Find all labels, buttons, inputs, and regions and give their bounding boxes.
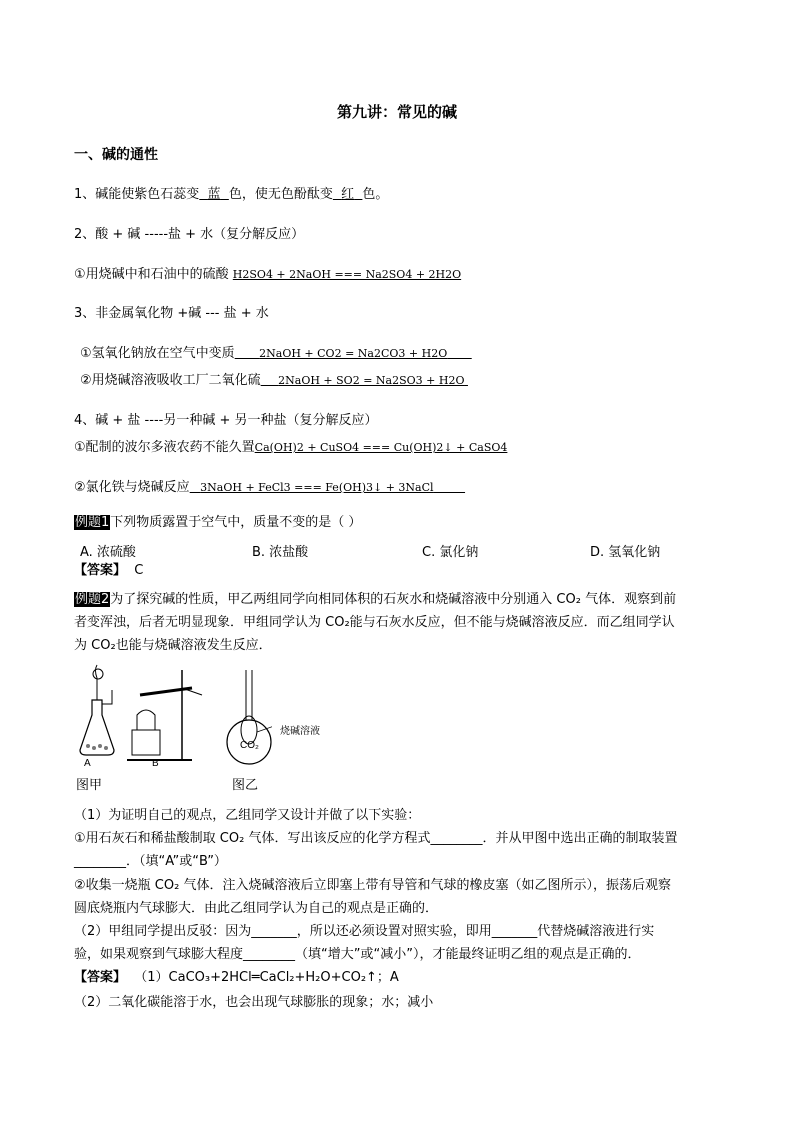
blank-answer: 红	[341, 187, 355, 202]
figure-label-solution: 烧碱溶液	[280, 726, 320, 737]
option-c: C. 氯化钠	[422, 545, 479, 560]
text: 色。	[362, 187, 389, 202]
text: 1、碱能使紫色石蕊变	[74, 187, 200, 202]
example-line: ①氢氧化钠放在空气中变质 2NaOH + CO2 = Na2CO3 + H2O	[80, 346, 472, 362]
equation: 2NaOH + SO2 = Na2SO3 + H2O	[278, 374, 465, 387]
example-tag: 例题1	[75, 515, 110, 530]
apparatus-figure	[72, 660, 272, 790]
example-2-answer-1: 【答案】 （1）CaCO₃+2HCl═CaCl₂+H₂O+CO₂↑；A	[74, 970, 399, 985]
property-4: 4、碱 + 盐 ----另一种碱 + 另一种盐（复分解反应）	[74, 413, 378, 428]
blank-answer: 蓝	[207, 187, 221, 202]
example-2-subquestions: （1）为证明自己的观点，乙组同学又设计并做了以下实验： ①用石灰石和稀盐酸制取 CO₂ 气体．写出该反应的化学方程式________．并从甲图中选出正确的制取装置 ________．（填“A”或“B”） ②收集一烧瓶 CO₂ 气体．注入烧碱溶液后立即塞上带有导管和气球的橡皮塞（如乙图所示），振荡后观察 圆底烧瓶内气球膨大．由此乙组同学认为自己的观点是正确的． （2）甲组同学提出反驳：因为_______，所以还必须设置对照实验，即用_______代替烧碱溶液进行实 验，如果观察到气球膨大程度________（填“增大”或“减小”），才能最终证明乙组的观点是正确的．	[74, 808, 678, 963]
option-d: D. 氢氧化钠	[590, 545, 661, 560]
figure-caption-jia: 图甲	[76, 778, 103, 793]
property-2: 2、酸 + 碱 -----盐 + 水（复分解反应）	[74, 227, 305, 242]
page-title: 第九讲：常见的碱	[336, 103, 457, 121]
equation: 3NaOH + FeCl3 === Fe(OH)3↓ + 3NaCl	[200, 481, 434, 494]
example-line: ①配制的波尔多液农药不能久置Ca(OH)2 + CuSO4 === Cu(OH)2↓ + CaSO4	[74, 440, 508, 455]
example-line: ②氯化铁与烧碱反应 3NaOH + FeCl3 === Fe(OH)3↓ + 3NaCl	[74, 480, 465, 496]
example-2-answer-2: （2）二氧化碳能溶于水，也会出现气球膨胀的现象；水；减小	[74, 995, 434, 1010]
example-2-question: 例题2为了探究碱的性质，甲乙两组同学向相同体积的石灰水和烧碱溶液中分别通入 CO₂ 气体．观察到前 者变浑浊，后者无明显现象．甲组同学认为 CO₂能与石灰水反应，但不能与烧碱溶液反应．而乙组同学认 为 CO₂也能与烧碱溶液发生反应．	[74, 592, 677, 653]
answer-label: 【答案】	[74, 563, 127, 578]
figure-label-co2: CO₂	[240, 740, 259, 751]
section-heading: 一、碱的通性	[74, 147, 158, 163]
example-1-question: 例题1下列物质露置于空气中，质量不变的是（ ）	[75, 515, 362, 530]
example-line: ②用烧碱溶液吸收工厂二氧化硫 2NaOH + SO2 = Na2SO3 + H2O	[80, 373, 468, 389]
equation: 2NaOH + CO2 = Na2CO3 + H2O	[259, 347, 448, 360]
property-3: 3、非金属氧化物 +碱 --- 盐 + 水	[74, 306, 269, 321]
example-1-answer: 【答案】 C	[74, 563, 144, 578]
figure-caption-yi: 图乙	[232, 778, 259, 793]
answer-label: 【答案】	[74, 970, 127, 985]
figure-label-b: B	[152, 758, 159, 769]
property-1	[74, 187, 388, 203]
option-b: B. 浓盐酸	[252, 545, 309, 560]
equation: Ca(OH)2 + CuSO4 === Cu(OH)2↓ + CaSO4	[254, 441, 508, 454]
option-a: A. 浓硫酸	[80, 545, 136, 560]
example-tag: 例题2	[75, 592, 110, 607]
figure-label-a: A	[84, 758, 91, 769]
text: 色，使无色酚酞变	[228, 187, 333, 202]
example-line: ①用烧碱中和石油中的硫酸 H2SO4 + 2NaOH === Na2SO4 + 2H2O	[74, 267, 462, 282]
equation: H2SO4 + 2NaOH === Na2SO4 + 2H2O	[232, 268, 462, 281]
